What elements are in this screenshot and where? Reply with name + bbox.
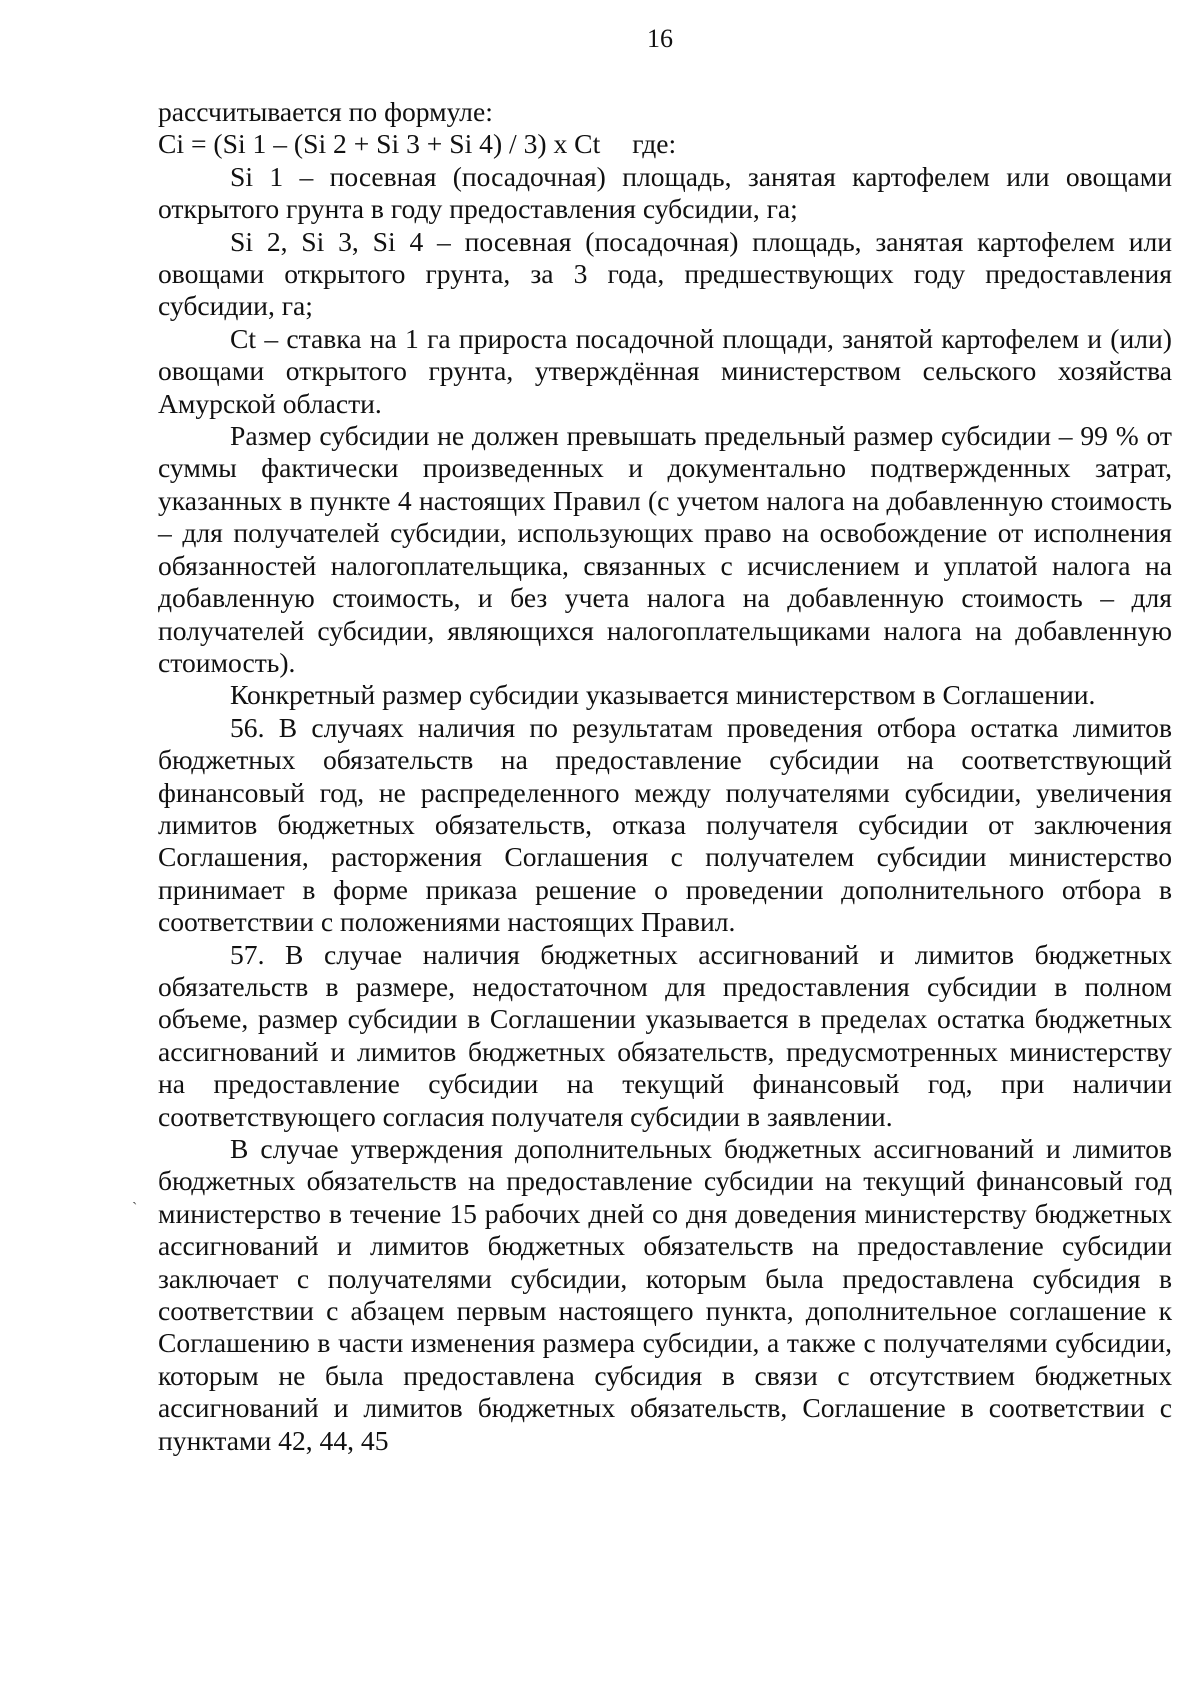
paragraph-ct-definition: Ct – ставка на 1 га прироста посадочной площади, занятой картофелем и (или) овощами открытого грунта, утверждённая министерством сельского хозяйства Амурской области. <box>158 322 1172 419</box>
paragraph-clause-57: 57. В случае наличия бюджетных ассигнований и лимитов бюджетных обязательств в размере, недостаточном для предоставления субсидии в полном объеме, размер субсидии в Соглашении указывается в пределах остатка бюджетных ассигнований и лимитов бюджетных обязательств, предусмотренных министерству на предоставление субсидии на текущий финансовый год, при наличии соответствующего согласия получателя субсидии в заявлении. <box>158 938 1172 1132</box>
paragraph-subsidy-amount: Конкретный размер субсидии указывается министерством в Соглашении. <box>230 679 1096 711</box>
paragraph-si2-si4-definition: Si 2, Si 3, Si 4 – посевная (посадочная) площадь, занятая картофелем или овощами открытого грунта, за 3 года, предшествующих году предоставления субсидии, га; <box>158 225 1172 322</box>
paragraph-si1-definition: Si 1 – посевная (посадочная) площадь, занятая картофелем или овощами открытого грунта в году предоставления субсидии, га; <box>158 160 1172 225</box>
document-body <box>158 96 1172 1457</box>
scan-mark: ` <box>132 1200 138 1217</box>
paragraph-subsidy-limit: Размер субсидии не должен превышать предельный размер субсидии – 99 % от суммы фактически произведенных и документально подтвержденных затрат, указанных в пункте 4 настоящих Правил (с учетом налога на добавленную стоимость – для получателей субсидии, использующих право на освобождение от исполнения обязанностей налогоплательщика, связанных с исчислением и уплатой налога на добавленную стоимость, и без учета налога на добавленную стоимость – для получателей субсидии, являющихся налогоплательщиками налога на добавленную стоимость). <box>158 420 1172 678</box>
paragraph-clause-56: 56. В случаях наличия по результатам проведения отбора остатка лимитов бюджетных обязательств на предоставление субсидии на соответствующий финансовый год, не распределенного между получателями субсидии, увеличения лимитов бюджетных обязательств, отказа получателя субсидии от заключения Соглашения, расторжения Соглашения с получателем субсидии министерство принимает в форме приказа решение о проведении дополнительного отбора в соответствии с положениями настоящих Правил. <box>158 711 1172 938</box>
paragraph-additional-allocations: В случае утверждения дополнительных бюджетных ассигнований и лимитов бюджетных обязательств на предоставление субсидии на текущий финансовый год министерство в течение 15 рабочих дней со дня доведения министерству бюджетных ассигнований и лимитов бюджетных обязательств на предоставление субсидии заключает с получателями субсидии, которым была предоставлена субсидия в соответствии с абзацем первым настоящего пункта, дополнительное соглашение к Соглашению в части изменения размера субсидии, а также с получателями субсидии, которым не была предоставлена субсидия в связи с отсутствием бюджетных ассигнований и лимитов бюджетных обязательств, Соглашение в соответствии с пунктами 42, 44, 45 <box>158 1133 1172 1456</box>
formula-expression: Ci = (Si 1 – (Si 2 + Si 3 + Si 4) / 3) х Ct <box>158 128 601 160</box>
page-number: 16 <box>647 24 673 53</box>
formula-where: где: <box>632 128 677 160</box>
formula <box>158 128 1172 160</box>
formula-intro: рассчитывается по формуле: <box>158 96 493 127</box>
